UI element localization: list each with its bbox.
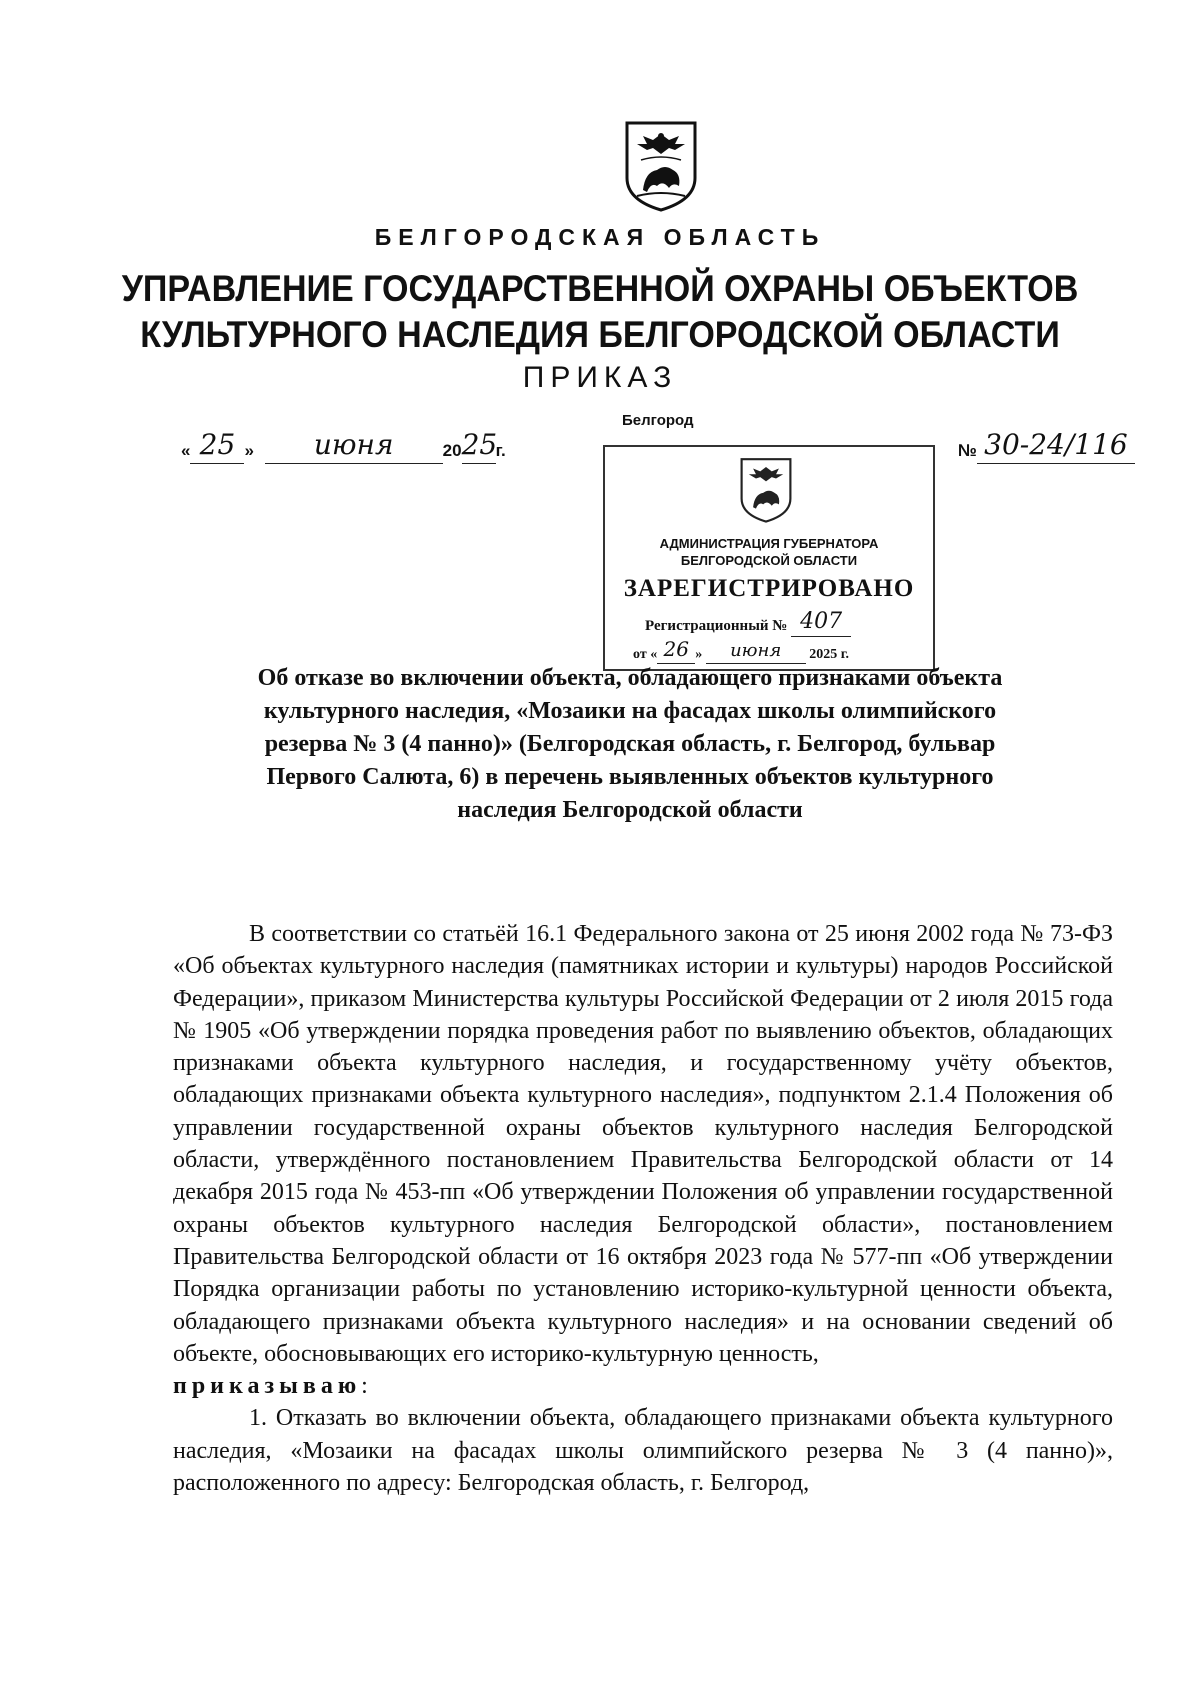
agency-title bbox=[48, 266, 1152, 359]
registration-stamp bbox=[603, 445, 935, 671]
order-word-line: приказываю: bbox=[173, 1373, 368, 1400]
order-body bbox=[173, 918, 1113, 1499]
agency-title-line1: УПРАВЛЕНИЕ ГОСУДАРСТВЕННОЙ ОХРАНЫ ОБЪЕКТОВ bbox=[121, 268, 1079, 309]
stamp-date: от « 26 » июня 2025 г. bbox=[633, 637, 849, 662]
order-item-1: 1. Отказать во включении объекта, обладающего признаками объекта культурного наследия, «Мозаики на фасадах школы олимпийского резерва № 3 (4 панно)», расположенного по адресу: Белгородская область, г. Белгород, bbox=[173, 1405, 1113, 1497]
stamp-registered-label: ЗАРЕГИСТРИРОВАНО bbox=[623, 575, 915, 602]
date-year: 25 bbox=[461, 428, 498, 461]
preamble-paragraph: В соответствии со статьёй 16.1 Федерального закона от 25 июня 2002 года № 73-ФЗ «Об объектах культурного наследия (памятниках истории и культуры) народов Российской Федерации», приказом Министерства культуры Российской Федерации от 2 июля 2015 года № 1905 «Об утверждении порядка проведения работ по выявлению объектов, обладающих признаками объекта культурного наследия, и государственному учёту объектов, обладающих признаками объекта культурного наследия», подпунктом 2.1.4 Положения об управлении государственной охраны объектов культурного наследия Белгородской области, утверждённого постановлением Правительства Белгородской области от 14 декабря 2015 года № 453-пп «Об утверждении Положения об управлении государственной охраны объектов культурного наследия Белгородской области», постановлением Правительства Белгородской области от 16 октября 2023 года № 577-пп «Об утверждении Порядка организации работы по установлению историко-культурной ценности объекта, обладающего признаками объекта культурного наследия» и на основании сведений об объекте, обосновывающих его историко-культурную ценность, bbox=[173, 921, 1113, 1367]
date-day: 25 bbox=[199, 428, 236, 461]
city-label: Белгород bbox=[622, 412, 694, 429]
region-title: БЕЛГОРОДСКАЯ ОБЛАСТЬ bbox=[374, 224, 826, 250]
stamp-emblem bbox=[738, 457, 794, 523]
order-subject: Об отказе во включении объекта, обладающего признаками объекта культурного наследия, «Мозаики на фасадах школы олимпийского резерва № 3 (4 панно)» (Белгородская область, г. Белгород, бульвар Первого Салюта, 6) в перечень выявленных объектов культурного наследия Белгородской области bbox=[257, 665, 1003, 823]
order-date: « 25 » июня 2025г. bbox=[181, 430, 506, 464]
stamp-organization: АДМИНИСТРАЦИЯ ГУБЕРНАТОРА БЕЛГОРОДСКОЙ ОБЛАСТИ bbox=[659, 536, 879, 568]
order-word: приказываю bbox=[173, 1373, 362, 1400]
date-month: июня bbox=[313, 428, 394, 461]
stamp-reg-number: Регистрационный № 407 bbox=[645, 611, 851, 637]
coat-of-arms-emblem bbox=[623, 120, 699, 212]
order-number-value: 30-24/116 bbox=[984, 428, 1128, 461]
order-number: № 30-24/116 bbox=[958, 430, 1135, 464]
agency-title-line2: КУЛЬТУРНОГО НАСЛЕДИЯ БЕЛГОРОДСКОЙ ОБЛАСТИ bbox=[140, 314, 1060, 356]
document-type: ПРИКАЗ bbox=[522, 361, 678, 394]
